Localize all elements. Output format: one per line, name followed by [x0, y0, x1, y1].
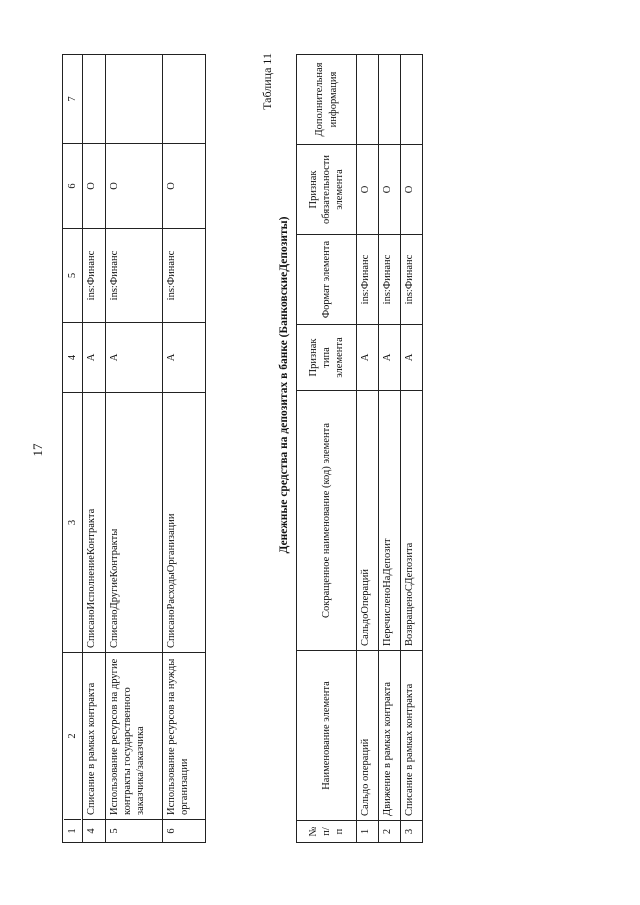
- upper-header-cell: 7: [63, 55, 83, 144]
- extra-info-cell: [83, 55, 106, 144]
- type-cell: А: [83, 323, 106, 393]
- lower-table-header-row: [297, 55, 357, 843]
- table-label: Таблица 11: [260, 53, 274, 110]
- required-cell: О: [401, 145, 423, 235]
- table-row: [83, 55, 106, 843]
- header-element-name: Наименование элемента: [297, 651, 357, 821]
- type-cell: А: [401, 325, 423, 391]
- header-number: № п/п: [297, 821, 357, 843]
- format-cell: ins:Финанс: [83, 229, 106, 323]
- required-cell: О: [163, 144, 206, 229]
- row-number: 2: [379, 821, 401, 843]
- type-cell: А: [106, 323, 163, 393]
- upper-header-cell: 3: [63, 393, 83, 653]
- required-cell: О: [106, 144, 163, 229]
- header-element-code: Сокращенное наименование (код) элемента: [297, 391, 357, 651]
- upper-header-cell: 5: [63, 229, 83, 323]
- section-title: Денежные средства на депозитах в банке (БанковскиеДепозиты): [278, 216, 290, 554]
- table-row: [106, 55, 163, 843]
- required-cell: О: [357, 145, 379, 235]
- header-required: Признак обязательности элемента: [297, 145, 357, 235]
- element-name-cell: Сальдо операций: [357, 651, 379, 821]
- upper-table: [62, 54, 206, 843]
- extra-info-cell: [163, 55, 206, 144]
- element-code-cell: ПеречисленоНаДепозит: [379, 391, 401, 651]
- format-cell: ins:Финанс: [163, 229, 206, 323]
- page-number: 17: [30, 443, 45, 457]
- lower-table: [296, 54, 423, 843]
- extra-info-cell: [106, 55, 163, 144]
- table-row: [163, 55, 206, 843]
- table-row: [379, 55, 401, 843]
- header-extra-info: Дополнительная информация: [297, 55, 357, 145]
- element-code-cell: ВозвращеноСДепозита: [401, 391, 423, 651]
- row-number: 1: [357, 821, 379, 843]
- element-code-cell: СписаноДругиеКонтракты: [106, 393, 163, 653]
- extra-info-cell: [401, 55, 423, 145]
- element-name-cell: 6 Использование ресурсов на нужды организации: [163, 653, 206, 843]
- element-code-cell: СписаноИсполнениеКонтракта: [83, 393, 106, 653]
- element-code-cell: СальдоОпераций: [357, 391, 379, 651]
- element-code-cell: СписаноРасходыОрганизации: [163, 393, 206, 653]
- required-cell: О: [83, 144, 106, 229]
- table-row: [401, 55, 423, 843]
- extra-info-cell: [379, 55, 401, 145]
- extra-info-cell: [357, 55, 379, 145]
- header-format: Формат элемента: [297, 235, 357, 325]
- header-type: Признак типа элемента: [297, 325, 357, 391]
- type-cell: А: [379, 325, 401, 391]
- format-cell: ins:Финанс: [401, 235, 423, 325]
- table-row: [357, 55, 379, 843]
- format-cell: ins:Финанс: [357, 235, 379, 325]
- type-cell: А: [163, 323, 206, 393]
- upper-header-cell: 1 2: [63, 653, 83, 843]
- upper-table-header-row: [63, 55, 83, 843]
- upper-header-cell: 6: [63, 144, 83, 229]
- element-name-cell: 5 Использование ресурсов на другие контракты государственного заказчика/заказчика: [106, 653, 163, 843]
- type-cell: А: [357, 325, 379, 391]
- upper-header-cell: 4: [63, 323, 83, 393]
- element-name-cell: 4 Списание в рамках контракта: [83, 653, 106, 843]
- element-name-cell: Списание в рамках контракта: [401, 651, 423, 821]
- row-number: 3: [401, 821, 423, 843]
- format-cell: ins:Финанс: [379, 235, 401, 325]
- element-name-cell: Движение в рамках контракта: [379, 651, 401, 821]
- format-cell: ins:Финанс: [106, 229, 163, 323]
- required-cell: О: [379, 145, 401, 235]
